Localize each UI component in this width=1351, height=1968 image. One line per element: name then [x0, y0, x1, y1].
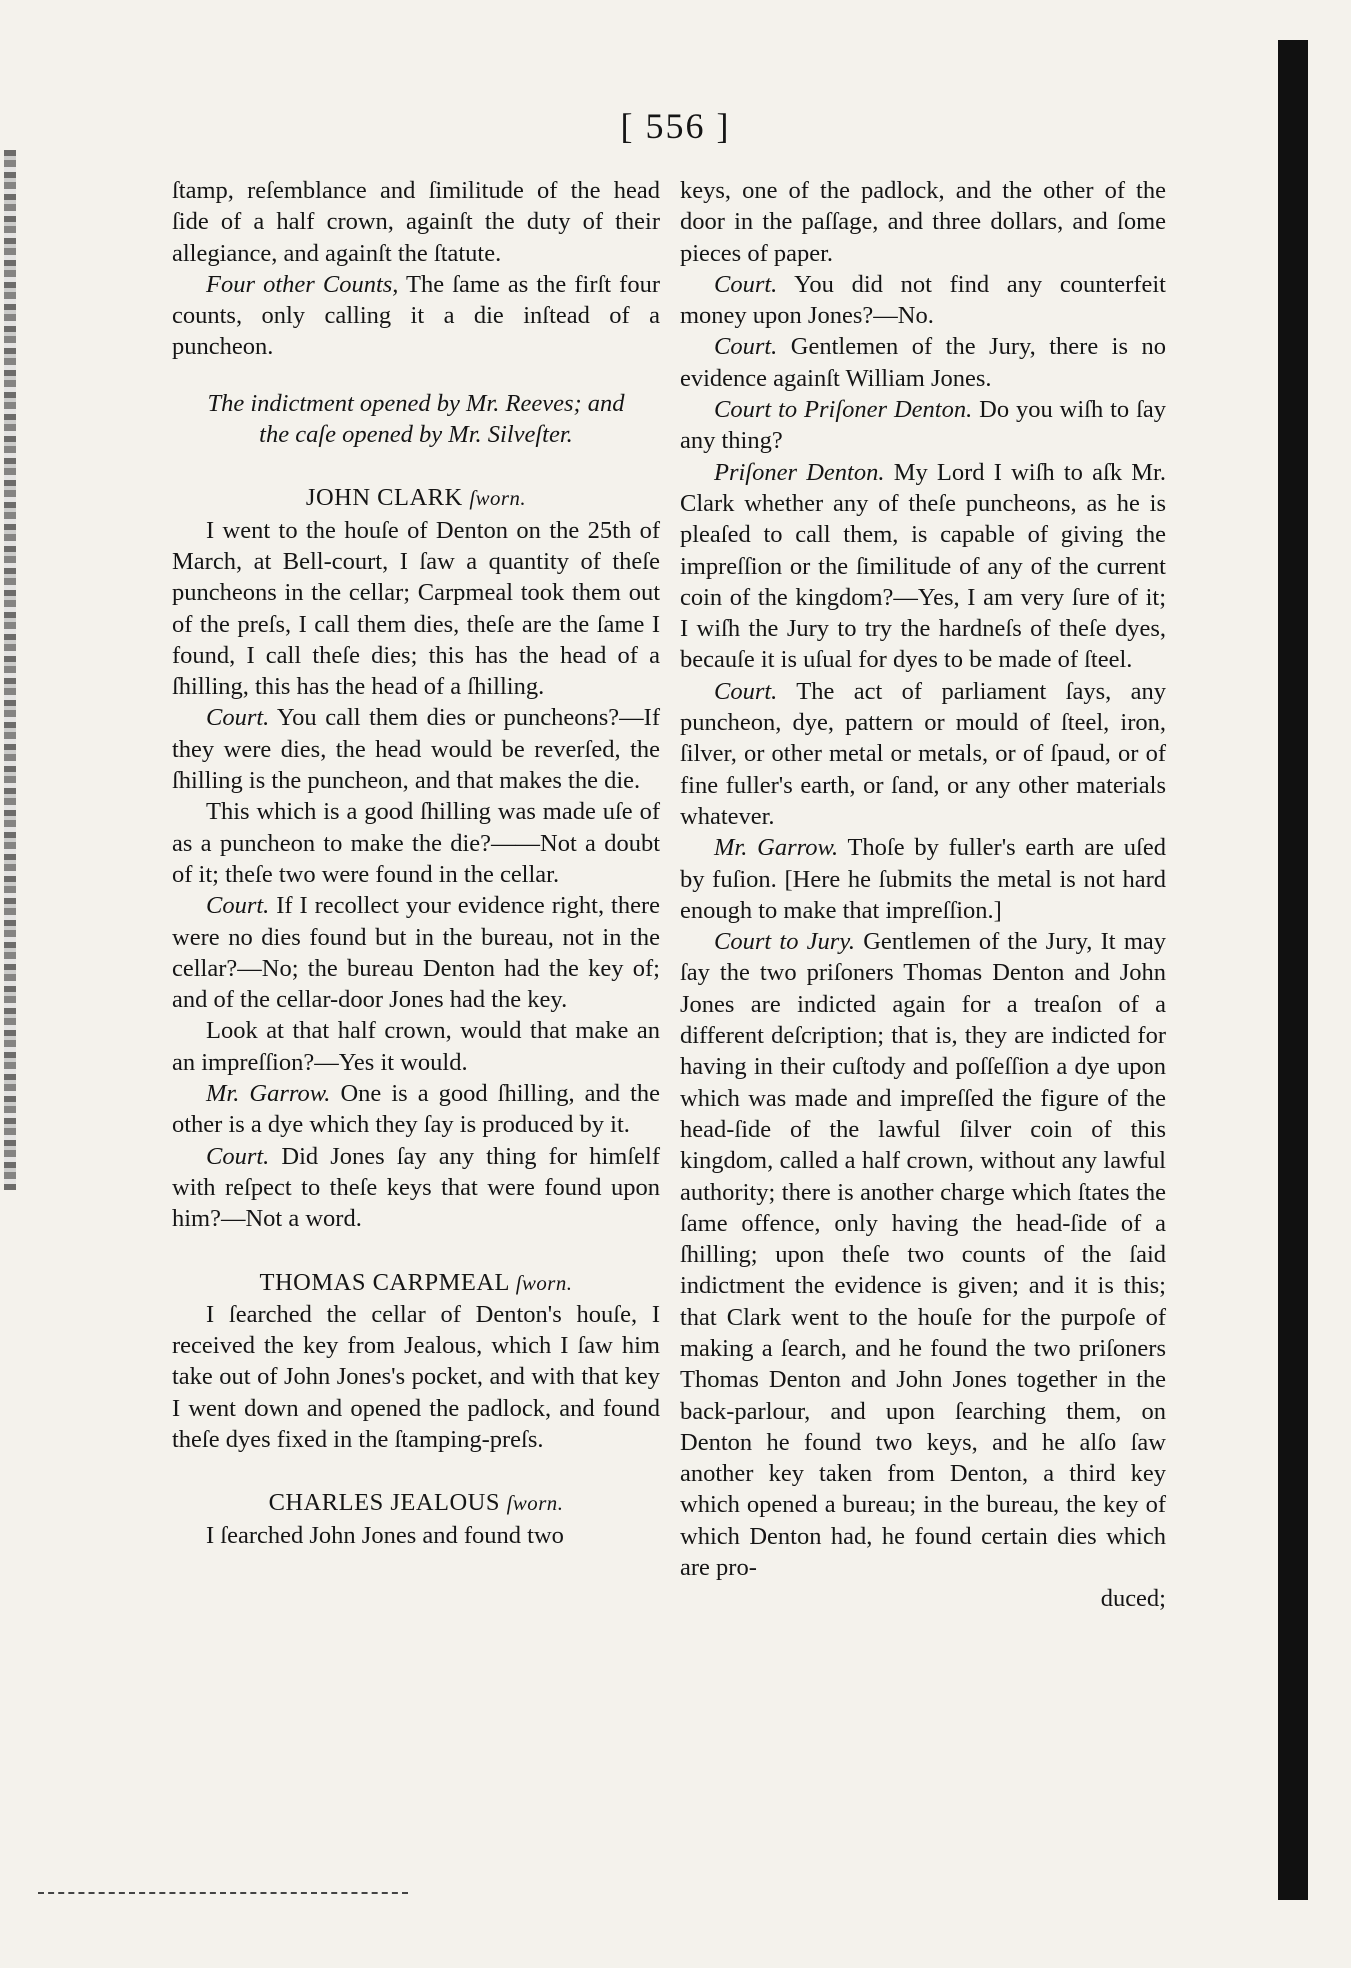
speaker-label: Four other Counts,	[206, 270, 399, 298]
paragraph-text: Gentlemen of the Jury, there is no evidence againſt William Jones.	[680, 333, 1166, 392]
speaker-label: Court.	[206, 1142, 270, 1170]
paragraph-text: You call them dies or puncheons?—If they were dies, the head would be reverſed, the ſhilling is the puncheon, and that makes the die.	[172, 704, 660, 795]
paragraph	[172, 1078, 660, 1141]
speaker-label: Court.	[714, 677, 778, 705]
paragraph	[680, 676, 1166, 832]
left-column	[172, 175, 660, 1551]
right-column	[680, 175, 1166, 1615]
speaker-label: Priſoner Denton.	[714, 458, 885, 486]
paragraph-text: Do you wiſh to ſay any thing?	[680, 396, 1166, 455]
speaker-label: Court.	[206, 704, 270, 732]
paragraph-text: Did Jones ſay any thing for himſelf with reſpect to theſe keys that were found upon him?—Not a word.	[172, 1142, 660, 1233]
witness-heading	[172, 1487, 660, 1519]
paragraph: Look at that half crown, would that make an an impreſſion?—Yes it would.	[172, 1017, 660, 1076]
sworn-label: ſworn.	[506, 1491, 564, 1516]
paragraph: This which is a good ſhilling was made uſe of as a puncheon to make the die?——Not a doubt of it; theſe two were found in the cellar.	[172, 798, 660, 888]
paragraph	[680, 832, 1166, 926]
paragraph	[172, 269, 660, 363]
paragraph	[172, 702, 660, 796]
paragraph	[680, 331, 1166, 394]
witness-name: CHARLES JEALOUS	[268, 1489, 500, 1517]
paragraph	[680, 457, 1166, 676]
witness-name: THOMAS CARPMEAL	[259, 1268, 510, 1296]
paragraph	[172, 1141, 660, 1235]
speaker-label: Court.	[714, 333, 778, 361]
catchword: duced;	[1100, 1585, 1166, 1613]
paragraph-text: The ſame as the firſt four counts, only calling it a die inſtead of a puncheon.	[172, 270, 660, 361]
paragraph: I went to the houſe of Denton on the 25th of March, at Bell-court, I ſaw a quantity of theſe puncheons in the cellar; Carpmeal took them out of the preſs, I call them dies, theſe are the ſame I found, I call theſe dies; this has the head of a ſhilling, this has the head of a ſhilling.	[172, 516, 660, 701]
paragraph	[680, 926, 1166, 1583]
witness-name: JOHN CLARK	[305, 484, 463, 512]
paragraph	[680, 394, 1166, 457]
paragraph-text: Gentlemen of the Jury, It may ſay the two priſoners Thomas Denton and John Jones are indicted again for a treaſon of a different deſcription; that is, they are indicted for having in their cuſtody and poſſeſſion a dye upon which was made and impreſſed the figure of the head-ſide of the lawful ſilver coin of this kingdom, called a half crown, without any lawful authority; there is another charge which ſtates the ſame offence, only having the head-ſide of a ſhilling; upon theſe two counts of the ſaid indictment the evidence is given; and it is this; that Clark went to the houſe for the purpoſe of making a ſearch, and he found the two priſoners Thomas Denton and John Jones together in the back-parlour, and upon ſearching them, on Denton he found two keys, and he alſo ſaw another key taken from Denton, a third key which opened a bureau; in the bureau, the key of which Denton had, he found certain dies which are pro-	[680, 928, 1166, 1582]
paragraph-text: My Lord I wiſh to aſk Mr. Clark whether any of theſe puncheons, as he is pleaſed to call them, is capable of giving the impreſſion or the ſimilitude of any of the current coin of the kingdom?—Yes, I am very ſure of it; I wiſh the Jury to try the hardneſs of theſe dyes, becauſe it is uſual for dyes to be made of ſteel.	[680, 458, 1166, 674]
case-heading	[172, 388, 660, 451]
paragraph-text: The act of parliament ſays, any puncheon, dye, pattern or mould of ſteel, iron, ſilver, or other metal or metals, or of ſpaud, or of fine fuller's earth, or ſand, or any other materials whatever.	[680, 677, 1166, 830]
paragraph-text: Thoſe by fuller's earth are uſed by fuſion. [Here he ſubmits the metal is not hard enough to make that impreſſion.]	[680, 834, 1166, 924]
paragraph: keys, one of the padlock, and the other of the door in the paſſage, and three dollars, and ſome pieces of paper.	[680, 177, 1166, 267]
page-gutter-shadow	[1278, 40, 1308, 1900]
paragraph-text: One is a good ſhilling, and the other is a dye which they ſay is produced by it.	[172, 1080, 660, 1139]
paragraph: I ſearched John Jones and found two	[206, 1521, 564, 1549]
page-number: [ 556 ]	[620, 106, 731, 146]
binding-edge	[4, 150, 16, 1190]
heading-line: the caſe opened by Mr. Silveſter.	[259, 421, 573, 449]
paragraph: ſtamp, reſemblance and ſimilitude of the head ſide of a half crown, againſt the duty of their allegiance, and againſt the ſtatute.	[172, 177, 660, 267]
paragraph	[172, 890, 660, 1015]
paragraph: I ſearched the cellar of Denton's houſe, I received the key from Jealous, which I ſaw him take out of John Jones's pocket, and with that key I went down and opened the padlock, and found theſe dyes fixed in the ſtamping-preſs.	[172, 1300, 660, 1453]
sworn-label: ſworn.	[515, 1270, 573, 1295]
paragraph-text: If I recollect your evidence right, there were no dies found but in the bureau, not in the cellar?—No; the bureau Denton had the key of; and of the cellar-door Jones had the key.	[172, 892, 660, 1014]
speaker-label: Court.	[206, 892, 270, 920]
speaker-label: Court.	[714, 270, 778, 298]
paragraph-text: You did not find any counterfeit money upon Jones?—No.	[680, 270, 1166, 330]
sworn-label: ſworn.	[469, 486, 527, 511]
witness-heading	[172, 1267, 660, 1299]
speaker-label: Court to Priſoner Denton.	[714, 396, 973, 424]
speaker-label: Court to Jury.	[714, 928, 855, 956]
witness-heading	[172, 482, 660, 514]
footer-dashes	[38, 1892, 408, 1894]
heading-line: The indictment opened by Mr. Reeves; and	[207, 389, 625, 417]
paragraph	[680, 269, 1166, 332]
speaker-label: Mr. Garrow.	[714, 834, 839, 862]
speaker-label: Mr. Garrow.	[206, 1080, 331, 1108]
